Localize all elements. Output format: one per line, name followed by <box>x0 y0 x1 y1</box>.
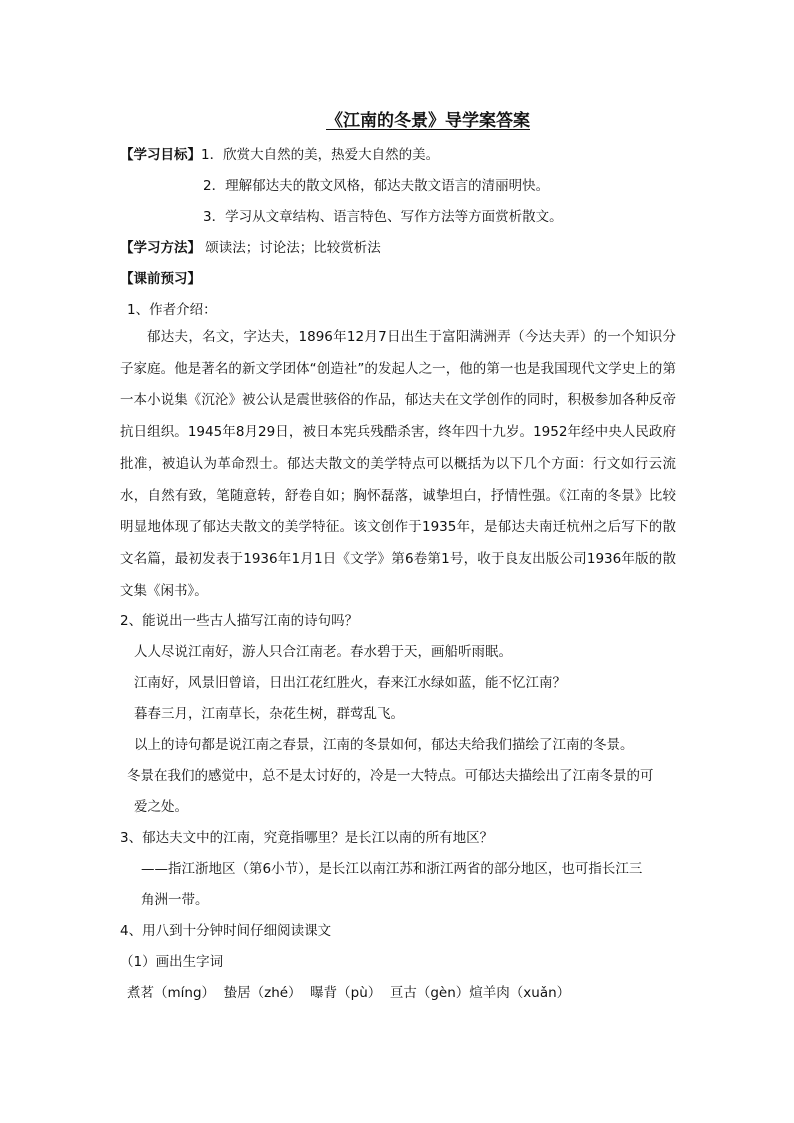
poem-line-3: 暮春三月，江南草长，杂花生树，群莺乱飞。 <box>134 706 404 722</box>
poem-line-1: 人人尽说江南好，游人只合江南老。春水碧于天，画船听雨眠。 <box>134 644 512 660</box>
learning-goals-row <box>120 145 439 165</box>
learning-goals-label: 【学习目标】 <box>120 147 201 163</box>
author-bio-paragraph: 郁达夫，名文，字达夫，1896年12月7日出生于富阳满洲弄（今达夫弄）的一个知识分子家庭。他是著名的新文学团体“创造社”的发起人之一，他的第一也是我国现代文学史上的第一本小说集《沉沦》被公认是震世骇俗的作品，郁达夫在文学创作的同时，积极参加各种反帝抗日组织。1945年8月29日，被日本宪兵残酷杀害，终年四十九岁。1952年经中央人民政府批准，被追认为革命烈士。郁达夫散文的美学特点可以概括为以下几个方面：行文如行云流水，自然有致，笔随意转，舒卷自如；胸怀磊落，诚挚坦白，抒情性强。《江南的冬景》比较明显地体现了郁达夫散文的美学特征。该文创作于1935年，是郁达夫南迁杭州之后写下的散文名篇，最初发表于1936年1月1日《文学》第6卷第1号，收于良友出版公司1936年版的散文集《闲书》。 <box>120 329 676 599</box>
question-3-answer-line-1: ——指江浙地区（第6小节），是长江以南江苏和浙江两省的部分地区，也可指长江三 <box>141 861 643 877</box>
learning-methods-text: 颂读法；讨论法；比较赏析法 <box>205 240 381 256</box>
winter-note-line-1: 冬景在我们的感觉中，总不是太讨好的，冷是一大特点。可郁达夫描绘出了江南冬景的可 <box>127 768 654 784</box>
question-4-heading: 4、用八到十分钟时间仔细阅读课文 <box>120 923 332 939</box>
learning-goal-3: 3．学习从文章结构、语言特色、写作方法等方面赏析散文。 <box>203 209 563 225</box>
question-3-answer-line-2: 角洲一带。 <box>141 892 209 908</box>
learning-methods-row <box>120 238 381 258</box>
poem-summary: 以上的诗句都是说江南之春景，江南的冬景如何，郁达夫给我们描绘了江南的冬景。 <box>134 737 634 753</box>
question-1-heading: 1、作者介绍： <box>127 302 217 318</box>
learning-goal-1: 1．欣赏大自然的美，热爱大自然的美。 <box>201 147 440 163</box>
learning-goal-2: 2．理解郁达夫的散文风格，郁达夫散文语言的清丽明快。 <box>203 178 550 194</box>
new-words-list: 煮茗（míng） 蛰居（zhé） 曝背（pù） 亘古（gèn）煊羊肉（xuǎn） <box>127 985 571 1001</box>
question-2-heading: 2、能说出一些古人描写江南的诗句吗？ <box>120 613 359 629</box>
question-3-heading: 3、郁达夫文中的江南，究竟指哪里？是长江以南的所有地区？ <box>120 830 494 846</box>
question-4-subheading-1: （1）画出生字词 <box>120 954 224 970</box>
winter-note-line-2: 爱之处。 <box>134 799 188 815</box>
learning-methods-label: 【学习方法】 <box>120 240 201 256</box>
page-title: 《江南的冬景》导学案答案 <box>326 111 530 131</box>
poem-line-2: 江南好，风景旧曾谙，日出江花红胜火，春来江水绿如蓝，能不忆江南？ <box>134 675 566 691</box>
preview-section-label: 【课前预习】 <box>120 271 201 287</box>
